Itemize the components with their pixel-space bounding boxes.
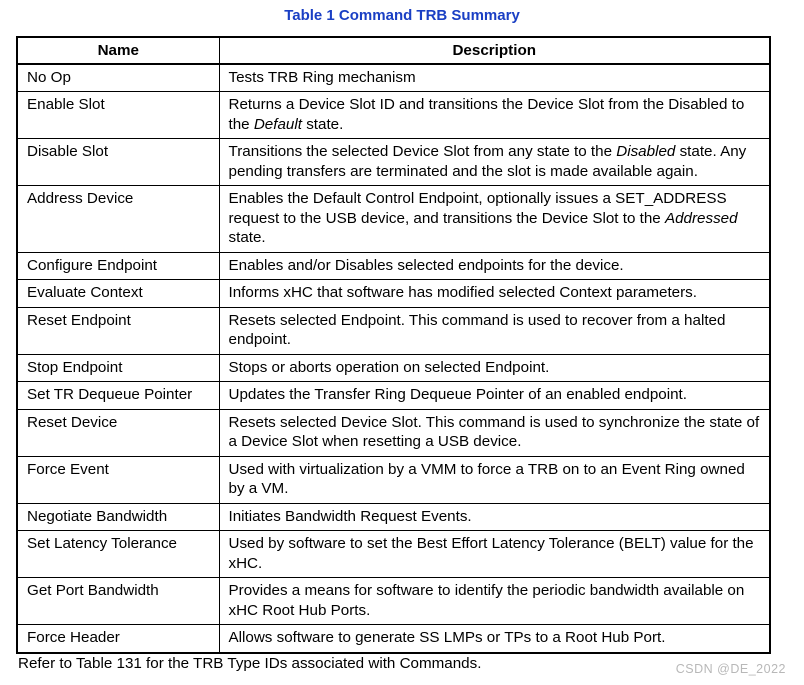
table-row: [17, 92, 770, 139]
table-row: [17, 409, 770, 456]
command-description-cell: [219, 252, 770, 280]
command-name-cell: Negotiate Bandwidth: [17, 503, 219, 531]
table-row: [17, 139, 770, 186]
command-name-cell: Stop Endpoint: [17, 354, 219, 382]
command-name-cell: Reset Device: [17, 409, 219, 456]
description-text: Informs xHC that software has modified selected Context parameters.: [228, 284, 697, 301]
command-name-cell: Enable Slot: [17, 92, 219, 139]
command-name-cell: Get Port Bandwidth: [17, 578, 219, 625]
command-description-cell: [219, 382, 770, 410]
command-trb-table: [16, 36, 771, 654]
command-description-cell: [219, 503, 770, 531]
table-row: [17, 354, 770, 382]
table-row: [17, 625, 770, 653]
description-text: Enables and/or Disables selected endpoints for the device.: [228, 256, 624, 274]
description-text: Tests TRB Ring mechanism: [228, 68, 416, 86]
table-row: [17, 503, 770, 531]
command-description-cell: [219, 307, 770, 354]
table-row: [17, 280, 770, 308]
table-row: [17, 456, 770, 503]
table-row: [17, 578, 770, 625]
table-row: [17, 64, 770, 92]
command-description-cell: [219, 139, 770, 186]
description-text: Used with virtualization by a VMM to force a TRB on to an Event Ring owned by a VM.: [228, 460, 745, 497]
italic-state-text: Default: [253, 115, 302, 133]
table-body: [17, 64, 770, 653]
table-row: [17, 186, 770, 253]
description-text: Initiates Bandwidth Request Events.: [228, 507, 472, 525]
description-text: Returns a Device Slot ID and transitions the Device Slot from the Disabled to the: [228, 96, 745, 133]
table-header-row: [17, 37, 770, 64]
table-caption: Table 1 Command TRB Summary: [284, 7, 520, 24]
command-description-cell: [219, 531, 770, 578]
watermark: CSDN @DE_2022: [675, 662, 786, 676]
command-name-cell: Address Device: [17, 186, 219, 253]
description-text: Resets selected Device Slot. This command is used to synchronize the state of a Device Slot when resetting a USB device.: [228, 413, 760, 450]
command-name-cell: No Op: [17, 64, 219, 92]
command-name-cell: Set Latency Tolerance: [17, 531, 219, 578]
command-description-cell: [219, 64, 770, 92]
command-description-cell: [219, 186, 770, 253]
description-text: state.: [228, 229, 266, 246]
italic-state-text: Disabled: [616, 143, 676, 160]
column-header-name: Name: [17, 37, 219, 64]
description-text: Enables the Default Control Endpoint, optionally issues a SET_ADDRESS request to the USB device, and transitions the Device Slot to the: [228, 190, 727, 227]
command-name-cell: Set TR Dequeue Pointer: [17, 382, 219, 410]
description-text: Resets selected Endpoint. This command is used to recover from a halted endpoint.: [228, 311, 726, 348]
command-description-cell: [219, 280, 770, 308]
description-text: Transitions the selected Device Slot from any state to the: [228, 143, 617, 160]
column-header-description: Description: [219, 37, 770, 64]
table-row: [17, 382, 770, 410]
footnote: Refer to Table 131 for the TRB Type IDs associated with Commands.: [18, 655, 482, 672]
command-description-cell: [219, 409, 770, 456]
command-name-cell: Disable Slot: [17, 139, 219, 186]
command-description-cell: [219, 92, 770, 139]
description-text: Provides a means for software to identify the periodic bandwidth available on xHC Root Hub Ports.: [228, 582, 745, 619]
command-name-cell: Force Event: [17, 456, 219, 503]
description-text: state. Any pending transfers are terminated and the slot is made available again.: [228, 143, 747, 180]
description-text: Stops or aborts operation on selected Endpoint.: [228, 358, 550, 376]
command-description-cell: [219, 625, 770, 653]
command-description-cell: [219, 578, 770, 625]
description-text: state.: [301, 115, 344, 133]
table-row: [17, 307, 770, 354]
command-name-cell: Configure Endpoint: [17, 252, 219, 280]
command-description-cell: [219, 354, 770, 382]
italic-state-text: Addressed: [664, 209, 738, 227]
command-description-cell: [219, 456, 770, 503]
table-row: [17, 252, 770, 280]
table-row: [17, 531, 770, 578]
command-name-cell: Force Header: [17, 625, 219, 653]
description-text: Used by software to set the Best Effort Latency Tolerance (BELT) value for the xHC.: [228, 535, 754, 572]
description-text: Allows software to generate SS LMPs or TPs to a Root Hub Port.: [228, 629, 666, 646]
description-text: Updates the Transfer Ring Dequeue Pointer of an enabled endpoint.: [228, 386, 687, 403]
command-name-cell: Evaluate Context: [17, 280, 219, 308]
command-name-cell: Reset Endpoint: [17, 307, 219, 354]
